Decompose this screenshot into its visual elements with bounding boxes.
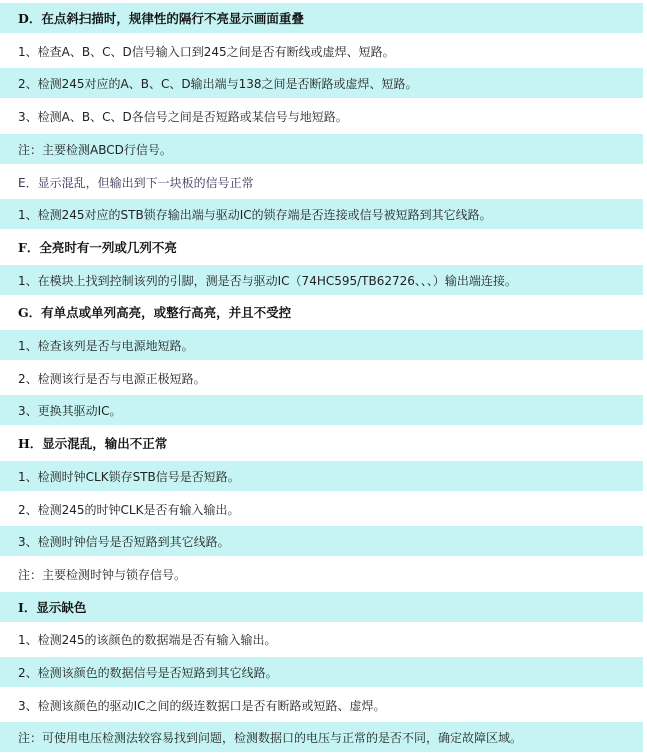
list-item [0, 461, 643, 491]
list-item [0, 68, 643, 98]
list-item [0, 395, 643, 425]
list-item-text: 2、检测该颜色的数据信号是否短路到其它线路。 [18, 665, 278, 680]
list-item-text: 1、检测245对应的STB锁存输出端与驱动IC的锁存端是否连接或信号被短路到其它线路。 [18, 207, 492, 222]
section-heading-text: E．显示混乱，但输出到下一块板的信号正常 [18, 175, 254, 190]
list-item [0, 624, 643, 654]
note-text: 注：主要检测ABCD行信号。 [18, 142, 172, 157]
list-item-text: 2、检测245对应的A、B、C、D输出端与138之间是否断路或虚焊、短路。 [18, 76, 418, 91]
note-row [0, 134, 643, 164]
note-row [0, 722, 643, 752]
list-item [0, 330, 643, 360]
section-heading-text: F．全亮时有一列或几列不亮 [18, 240, 177, 255]
list-item-text: 2、检测该行是否与电源正极短路。 [18, 371, 206, 386]
section-heading-d [0, 3, 643, 33]
list-item [0, 363, 643, 393]
section-heading-i [0, 592, 643, 622]
note-text: 注：主要检测时钟与锁存信号。 [18, 567, 187, 582]
list-item [0, 265, 643, 295]
list-item-text: 2、检测245的时钟CLK是否有输入输出。 [18, 502, 240, 517]
list-item [0, 526, 643, 556]
list-item-text: 1、在模块上找到控制该列的引脚，测是否与驱动IC（74HC595/TB62726、、、）输出端连接。 [18, 273, 517, 288]
list-item-text: 3、检测该颜色的驱动IC之间的级连数据口是否有断路或短路、虚焊。 [18, 698, 386, 713]
note-text: 注：可使用电压检测法较容易找到问题，检测数据口的电压与正常的是否不同，确定故障区域。 [18, 730, 523, 745]
list-item [0, 690, 643, 720]
list-item [0, 494, 643, 524]
section-heading-e [0, 167, 643, 197]
section-heading-text: H．显示混乱，输出不正常 [18, 436, 168, 451]
list-item-text: 3、检测时钟信号是否短路到其它线路。 [18, 534, 230, 549]
note-row [0, 559, 643, 589]
list-item [0, 657, 643, 687]
list-item-text: 1、检测时钟CLK锁存STB信号是否短路。 [18, 469, 240, 484]
section-heading-text: G．有单点或单列高亮，或整行高亮，并且不受控 [18, 305, 292, 320]
list-item-text: 1、检测245的该颜色的数据端是否有输入输出。 [18, 632, 277, 647]
list-item-text: 1、检查该列是否与电源地短路。 [18, 338, 194, 353]
section-heading-h [0, 428, 643, 458]
list-item [0, 199, 643, 229]
list-item-text: 3、更换其驱动IC。 [18, 403, 122, 418]
list-item-text: 1、检查A、B、C、D信号输入口到245之间是否有断线或虚焊、短路。 [18, 44, 395, 59]
list-item-text: 3、检测A、B、C、D各信号之间是否短路或某信号与地短路。 [18, 109, 348, 124]
list-item [0, 36, 643, 66]
section-heading-text: I．显示缺色 [18, 600, 87, 615]
section-heading-f [0, 232, 643, 262]
list-item [0, 101, 643, 131]
section-heading-g [0, 297, 643, 327]
section-heading-text: D．在点斜扫描时，规律性的隔行不亮显示画面重叠 [18, 11, 304, 26]
